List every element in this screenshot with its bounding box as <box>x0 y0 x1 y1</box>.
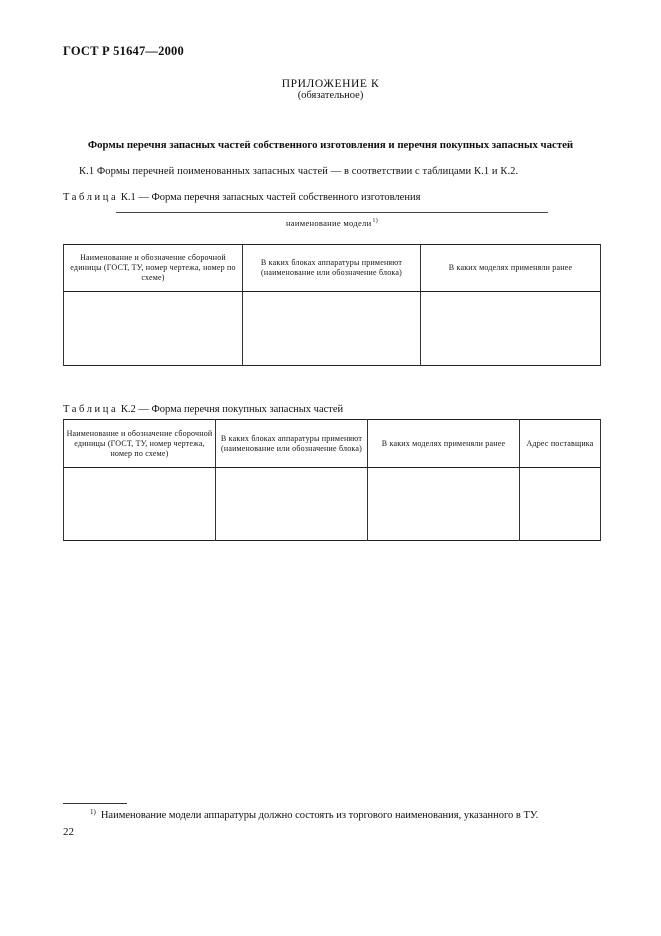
table-k1-header-row <box>64 245 601 292</box>
table-k2-caption-text: К.2 — Форма перечня покупных запасных частей <box>120 404 344 415</box>
footnote-text: Наименование модели аппаратуры должно состоять из торгового наименования, указанного в ТУ. <box>100 810 539 821</box>
table-row <box>64 468 601 541</box>
table-k2-cell <box>368 468 520 541</box>
model-name-label-text: наименование модели <box>285 218 372 228</box>
table-k1-cell <box>64 292 243 366</box>
table-k1-caption-word: Таблица <box>63 192 119 203</box>
table-k1-cell <box>421 292 601 366</box>
table-k2-header-cell: В каких блоках аппаратуры применяют (наименование или обозначение блока) <box>216 420 368 468</box>
table-k2 <box>63 419 601 541</box>
model-name-label <box>116 218 548 228</box>
table-k2-caption-word: Таблица <box>63 404 119 415</box>
table-k1-header-cell: В каких блоках аппаратуры применяют (наименование или обозначение блока) <box>243 245 421 292</box>
appendix-title: ПРИЛОЖЕНИЕ К <box>281 78 380 90</box>
table-row <box>64 292 601 366</box>
table-k1-header-cell: В каких моделях применяли ранее <box>421 245 601 292</box>
appendix-status: (обязательное) <box>297 90 364 101</box>
footnote-marker: 1) <box>90 808 96 816</box>
table-k1-caption-text: К.1 — Форма перечня запасных частей собственного изготовления <box>120 192 421 203</box>
model-name-line <box>116 212 548 213</box>
table-k1-header-cell: Наименование и обозначение сборочной единицы (ГОСТ, ТУ, номер чертежа, номер по схеме) <box>64 245 243 292</box>
table-k2-header-cell: Адрес поставщика <box>520 420 601 468</box>
clause-k1: К.1 Формы перечней поименованных запасных частей — в соответствии с таблицами К.1 и К.2. <box>79 166 519 177</box>
model-name-footnote-ref: 1) <box>372 218 379 224</box>
footnote-divider <box>63 803 127 804</box>
table-k1 <box>63 244 601 366</box>
document-standard-id: ГОСТ Р 51647—2000 <box>63 44 184 58</box>
table-k2-header-cell: В каких моделях применяли ранее <box>368 420 520 468</box>
page-number: 22 <box>63 826 74 838</box>
table-k2-cell <box>520 468 601 541</box>
table-k2-header-row <box>64 420 601 468</box>
table-k2-caption <box>63 404 343 415</box>
section-heading: Формы перечня запасных частей собственного изготовления и перечня покупных запасных частей <box>87 139 574 151</box>
footnote <box>90 808 538 821</box>
table-k2-cell <box>64 468 216 541</box>
table-k1-caption <box>63 192 420 203</box>
table-k2-header-cell: Наименование и обозначение сборочной единицы (ГОСТ, ТУ, номер чертежа, номер по схеме) <box>64 420 216 468</box>
table-k1-cell <box>243 292 421 366</box>
table-k2-cell <box>216 468 368 541</box>
